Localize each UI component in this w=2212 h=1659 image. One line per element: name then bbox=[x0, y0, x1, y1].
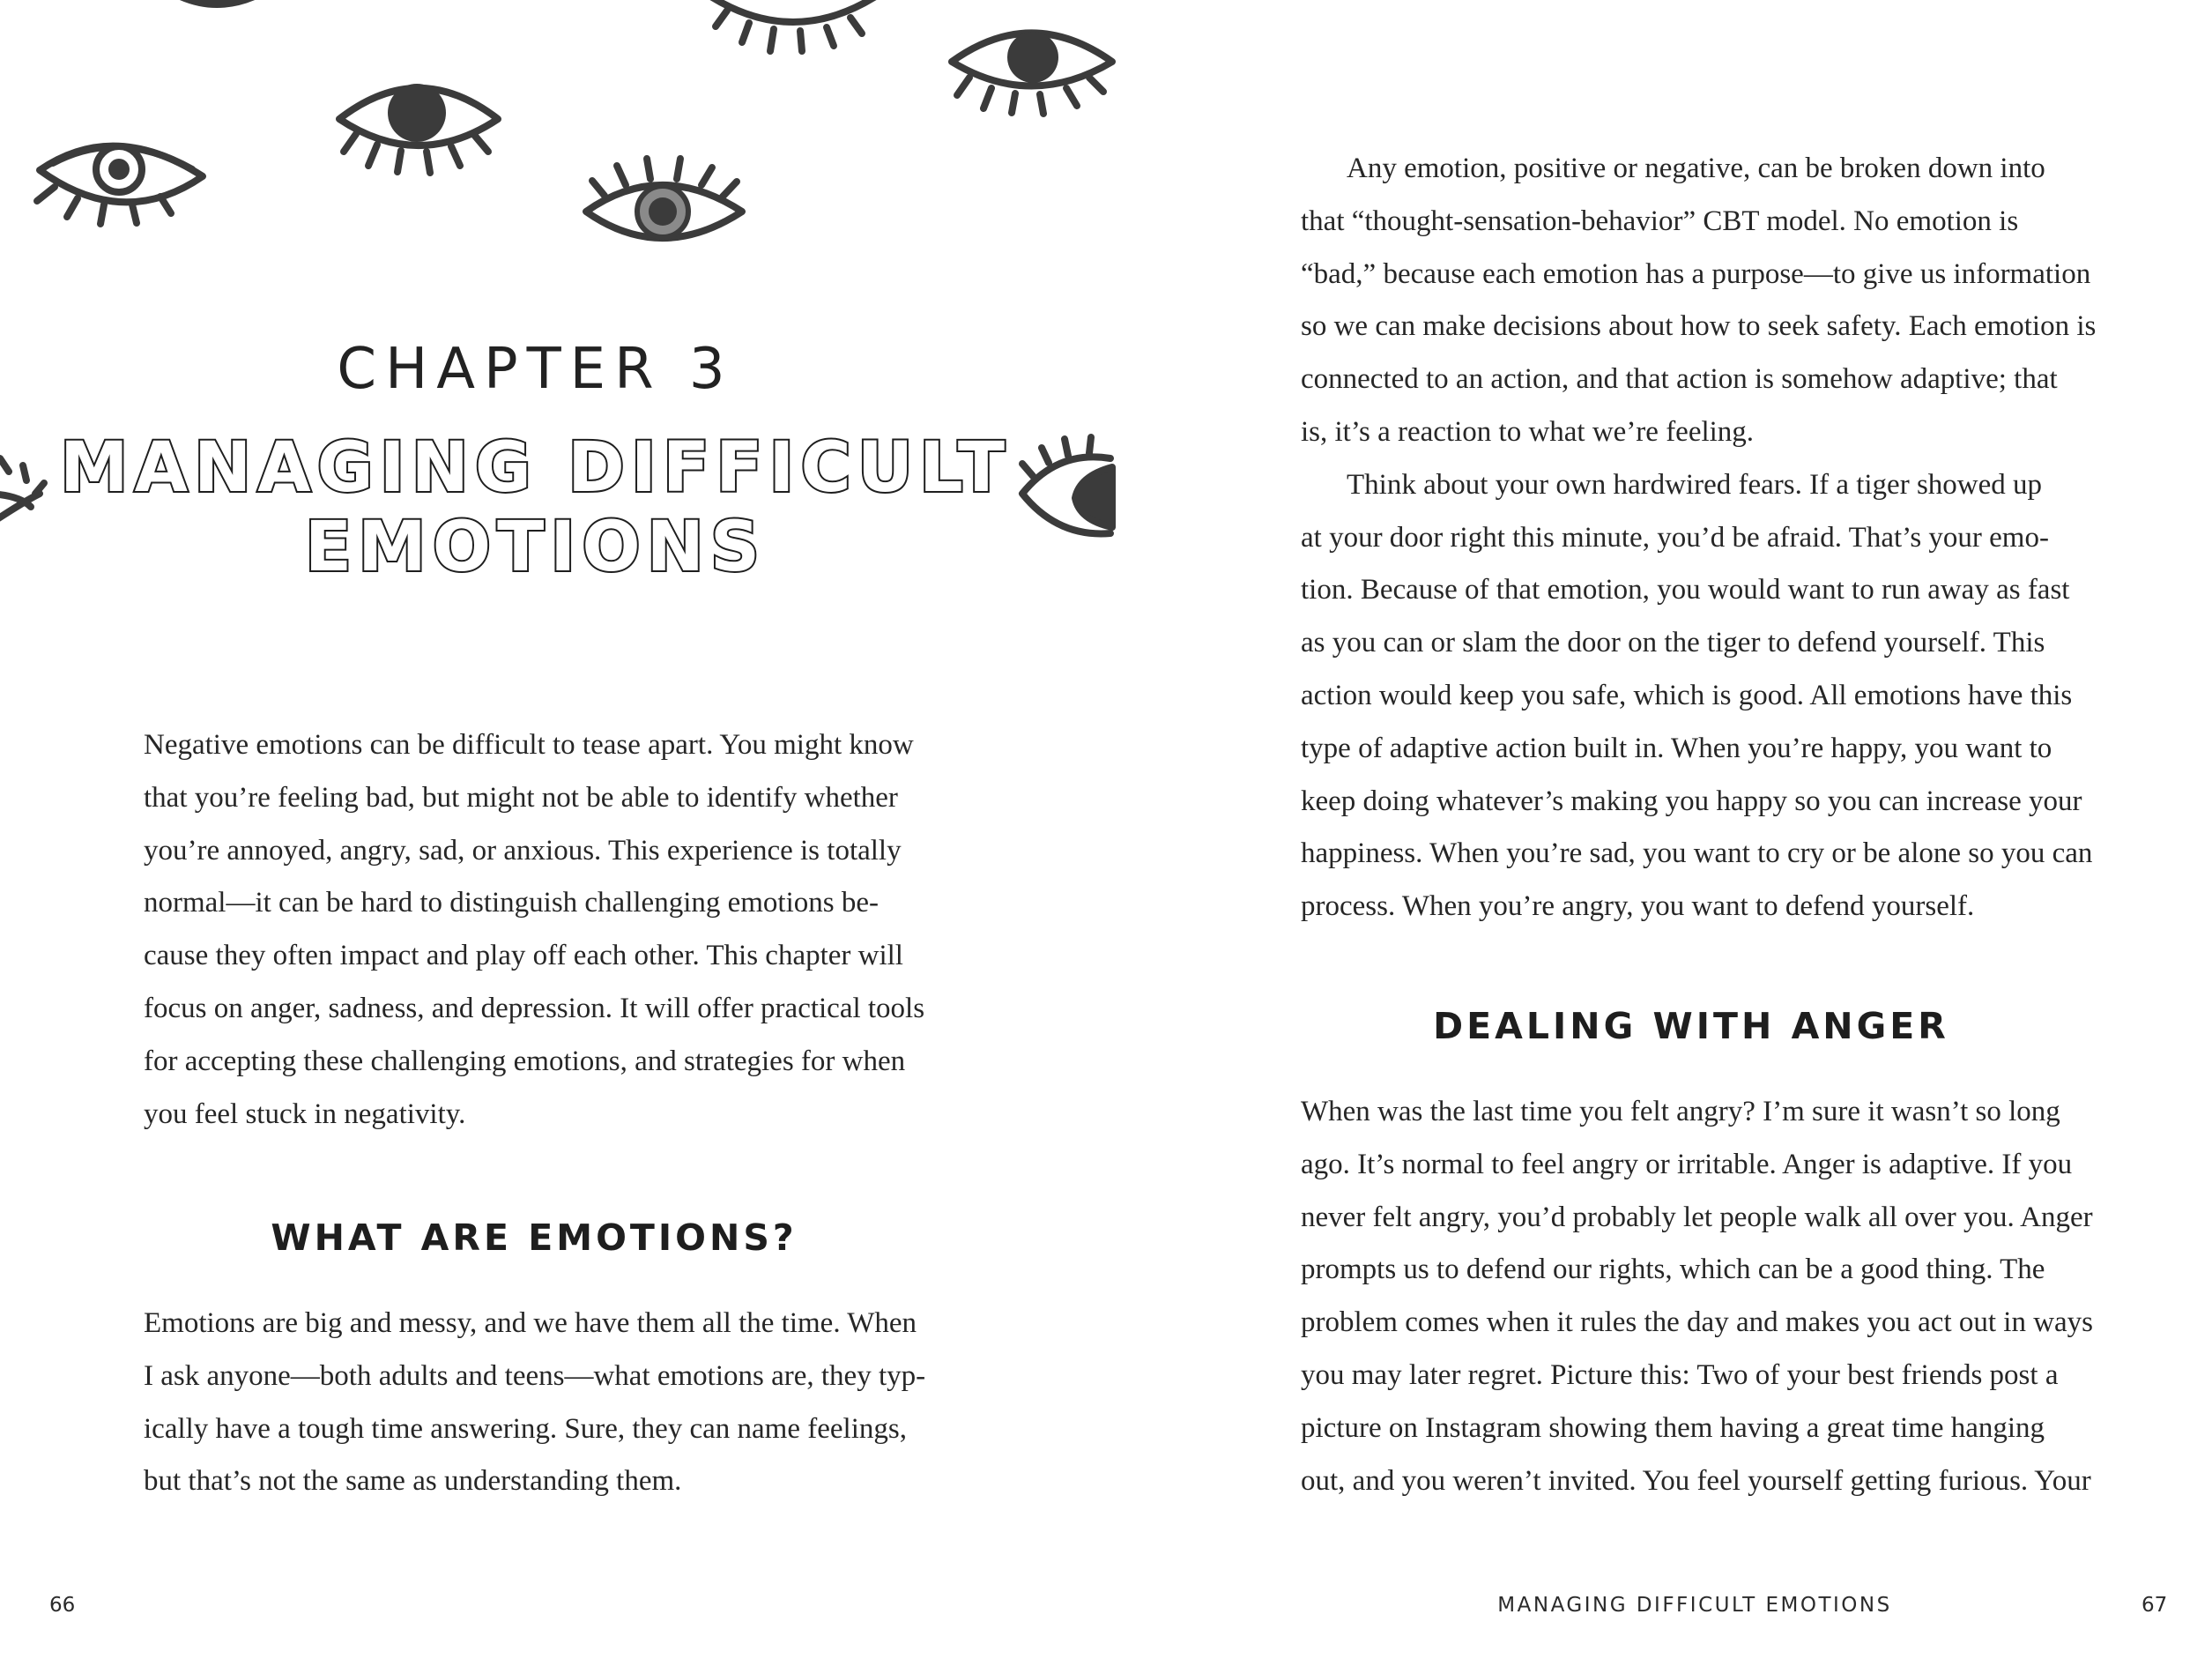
chapter-title-line: EMOTIONS bbox=[304, 508, 767, 587]
text-line: that “thought-sensation-behavior” CBT model. No emotion is bbox=[1301, 205, 2019, 237]
text-line: prompts us to defend our rights, which can be a good thing. The bbox=[1301, 1254, 2045, 1286]
text-line: normal—it can be hard to distinguish challenging emotions be- bbox=[144, 887, 879, 919]
text-line: When was the last time you felt angry? I’m sure it wasn’t so long bbox=[1301, 1096, 2060, 1127]
text-line: but that’s not the same as understanding them. bbox=[144, 1465, 682, 1498]
eye-icon bbox=[586, 159, 742, 238]
text-line: Negative emotions can be difficult to tease apart. You might know bbox=[144, 729, 914, 761]
eye-icon bbox=[952, 32, 1112, 114]
text-line: keep doing whatever’s making you happy so you can increase your bbox=[1301, 785, 2082, 817]
page-number-left: 66 bbox=[49, 1594, 76, 1617]
text-line: for accepting these challenging emotions, and strategies for when bbox=[144, 1045, 906, 1077]
eye-icon bbox=[37, 146, 203, 224]
text-line: process. When you’re angry, you want to defend yourself. bbox=[1301, 890, 1975, 923]
running-head: MANAGING DIFFICULT EMOTIONS bbox=[1497, 1594, 1892, 1617]
text-line: tion. Because of that emotion, you would want to run away as fast bbox=[1301, 574, 2070, 606]
text-line: Any emotion, positive or negative, can be broken down into bbox=[1347, 153, 2045, 184]
intro-paragraph bbox=[144, 719, 924, 1141]
eye-icon bbox=[709, 0, 877, 51]
text-line: ically have a tough time answering. Sure, they can name feelings, bbox=[144, 1412, 907, 1445]
text-line: you may later regret. Picture this: Two of your best friends post a bbox=[1301, 1358, 2059, 1391]
text-line: “bad,” because each emotion has a purpose—to give us information bbox=[1301, 257, 2091, 290]
eye-icon bbox=[145, 0, 291, 7]
text-line: ago. It’s normal to feel angry or irritable. Anger is adaptive. If you bbox=[1301, 1148, 2073, 1180]
section-heading-what-are-emotions: WHAT ARE EMOTIONS? bbox=[271, 1216, 798, 1259]
text-line: problem comes when it rules the day and makes you act out in ways bbox=[1301, 1306, 2094, 1339]
right-page bbox=[1110, 0, 2212, 1659]
text-line: that you’re feeling bad, but might not be able to identify whether bbox=[144, 781, 898, 814]
text-line: connected to an action, and that action is somehow adaptive; that bbox=[1301, 363, 2058, 396]
text-line: you’re annoyed, angry, sad, or anxious. This experience is totally bbox=[144, 834, 902, 867]
text-line: focus on anger, sadness, and depression. It will offer practical tools bbox=[144, 992, 925, 1024]
chapter-title bbox=[0, 428, 1071, 587]
text-line: never felt angry, you’d probably let people walk all over you. Anger bbox=[1301, 1201, 2093, 1233]
text-line: happiness. When you’re sad, you want to cry or be alone so you can bbox=[1301, 837, 2093, 870]
text-line: action would keep you safe, which is good. All emotions have this bbox=[1301, 679, 2073, 711]
text-line: as you can or slam the door on the tiger to defend yourself. This bbox=[1301, 627, 2045, 659]
page-number-right: 67 bbox=[2141, 1594, 2168, 1617]
text-line: out, and you weren’t invited. You feel yourself getting furious. Your bbox=[1301, 1464, 2091, 1497]
anger-paragraph bbox=[1301, 1086, 2093, 1507]
eye-icon bbox=[339, 84, 498, 173]
text-line: Think about your own hardwired fears. If a tiger showed up bbox=[1347, 468, 2043, 501]
text-line: so we can make decisions about how to seek safety. Each emotion is bbox=[1301, 310, 2097, 343]
text-line: I ask anyone—both adults and teens—what emotions are, they typ- bbox=[144, 1359, 926, 1392]
section-heading-dealing-with-anger: DEALING WITH ANGER bbox=[1433, 1005, 1949, 1047]
text-line: picture on Instagram showing them having a great time hanging bbox=[1301, 1411, 2045, 1444]
text-line: Emotions are big and messy, and we have them all the time. When bbox=[144, 1307, 917, 1339]
text-line: you feel stuck in negativity. bbox=[144, 1097, 466, 1130]
paragraph-emotion-model bbox=[1301, 143, 2096, 934]
text-line: is, it’s a reaction to what we’re feeling. bbox=[1301, 415, 1755, 448]
text-line: cause they often impact and play off each other. This chapter will bbox=[144, 940, 903, 972]
emotions-paragraph bbox=[144, 1298, 925, 1508]
text-line: type of adaptive action built in. When you’re happy, you want to bbox=[1301, 732, 2052, 764]
chapter-label: CHAPTER 3 bbox=[337, 337, 734, 402]
chapter-title-line: MANAGING DIFFICULT bbox=[59, 428, 1012, 508]
text-line: at your door right this minute, you’d be afraid. That’s your emo- bbox=[1301, 521, 2049, 554]
